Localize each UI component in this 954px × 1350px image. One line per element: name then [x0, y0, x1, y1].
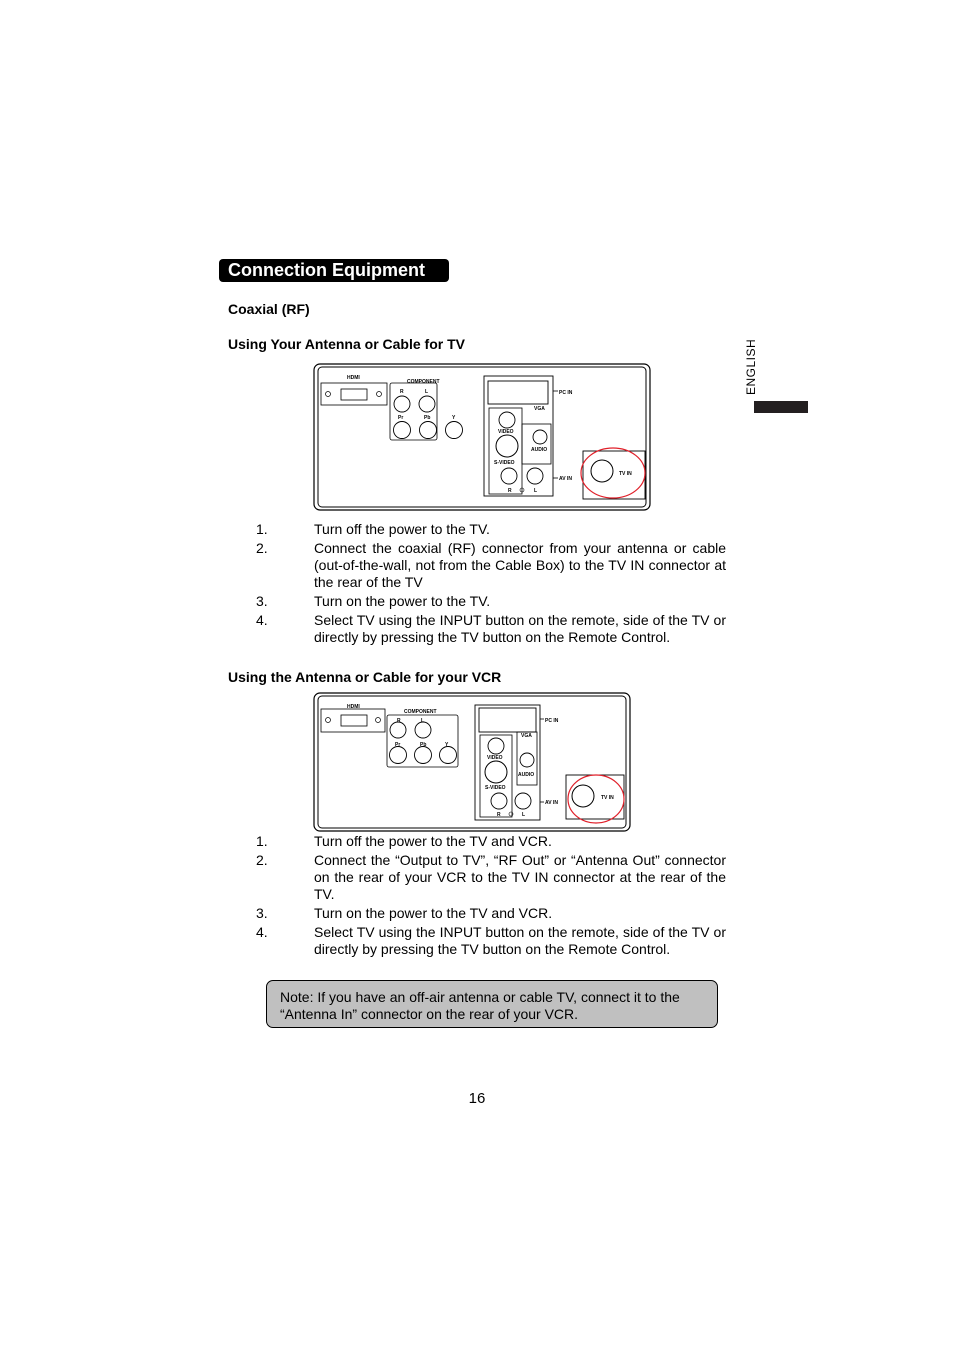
component-label: COMPONENT — [407, 379, 440, 385]
language-tab-label: ENGLISH — [744, 338, 758, 395]
y-label: Y — [445, 742, 449, 748]
component-label: COMPONENT — [404, 709, 437, 715]
hdmi-label: HDMI — [347, 704, 360, 710]
page-number: 16 — [468, 1090, 486, 1107]
audio-label: AUDIO — [518, 772, 535, 778]
av-in-label: AV IN — [545, 800, 558, 806]
section-title: Connection Equipment — [219, 259, 449, 282]
component-l-label: L — [425, 389, 429, 395]
antenna-vcr-steps — [256, 833, 726, 960]
list-item: 2. Connect the coaxial (RF) connector from your antenna or cable (out-of-the-wall, not from the Cable Box) to the TV IN connector at the rear of the TV — [256, 540, 726, 590]
av-l-label: L — [522, 812, 526, 818]
video-label: VIDEO — [498, 429, 514, 435]
pb-label: Pb — [424, 415, 431, 421]
av-r-label: R — [508, 488, 512, 494]
av-in-label: AV IN — [559, 476, 572, 482]
coaxial-heading: Coaxial (RF) — [228, 301, 310, 317]
note-box — [266, 980, 718, 1028]
note-text: Note: If you have an off-air antenna or cable TV, connect it to the “Antenna In” connector on the rear of your VCR. — [280, 989, 680, 1022]
hdmi-label: HDMI — [347, 375, 360, 381]
pr-label: Pr — [395, 742, 401, 748]
component-l-label: L — [421, 718, 425, 724]
pc-in-label: PC IN — [545, 718, 559, 724]
list-item: 3. Turn on the power to the TV. — [256, 593, 491, 609]
rear-panel-diagram-vcr — [313, 692, 631, 832]
tv-in-label: TV IN — [619, 471, 632, 477]
vga-label: VGA — [534, 406, 545, 412]
y-label: Y — [452, 415, 456, 421]
av-r-label: R — [497, 812, 501, 818]
pr-label: Pr — [398, 415, 404, 421]
av-l-label: L — [534, 488, 538, 494]
antenna-tv-steps — [256, 521, 726, 648]
s-video-label: S-VIDEO — [485, 785, 506, 791]
vga-label: VGA — [521, 733, 532, 739]
video-label: VIDEO — [487, 755, 503, 761]
antenna-tv-heading: Using Your Antenna or Cable for TV — [228, 336, 465, 352]
tv-in-label: TV IN — [601, 795, 614, 801]
rear-panel-diagram-tv — [313, 363, 651, 511]
list-item: 2. Connect the “Output to TV”, “RF Out” or “Antenna Out” connector on the rear of your VCR to the TV IN connector at the rear of the TV. — [256, 852, 726, 902]
component-r-label: R — [397, 718, 401, 724]
antenna-vcr-heading: Using the Antenna or Cable for your VCR — [228, 669, 502, 685]
component-r-label: R — [400, 389, 404, 395]
list-item: 4. Select TV using the INPUT button on the remote, side of the TV or directly by pressing the TV button on the Remote Control. — [256, 924, 726, 957]
audio-label: AUDIO — [531, 447, 548, 453]
s-video-label: S-VIDEO — [494, 460, 515, 466]
list-item: 1. Turn off the power to the TV. — [256, 521, 490, 537]
list-item: 3. Turn on the power to the TV and VCR. — [256, 905, 553, 921]
language-tab-bar — [754, 401, 808, 413]
pb-label: Pb — [420, 742, 427, 748]
list-item: 1. Turn off the power to the TV and VCR. — [256, 833, 552, 849]
pc-in-label: PC IN — [559, 390, 573, 396]
list-item: 4. Select TV using the INPUT button on the remote, side of the TV or directly by pressing the TV button on the Remote Control. — [256, 612, 726, 645]
